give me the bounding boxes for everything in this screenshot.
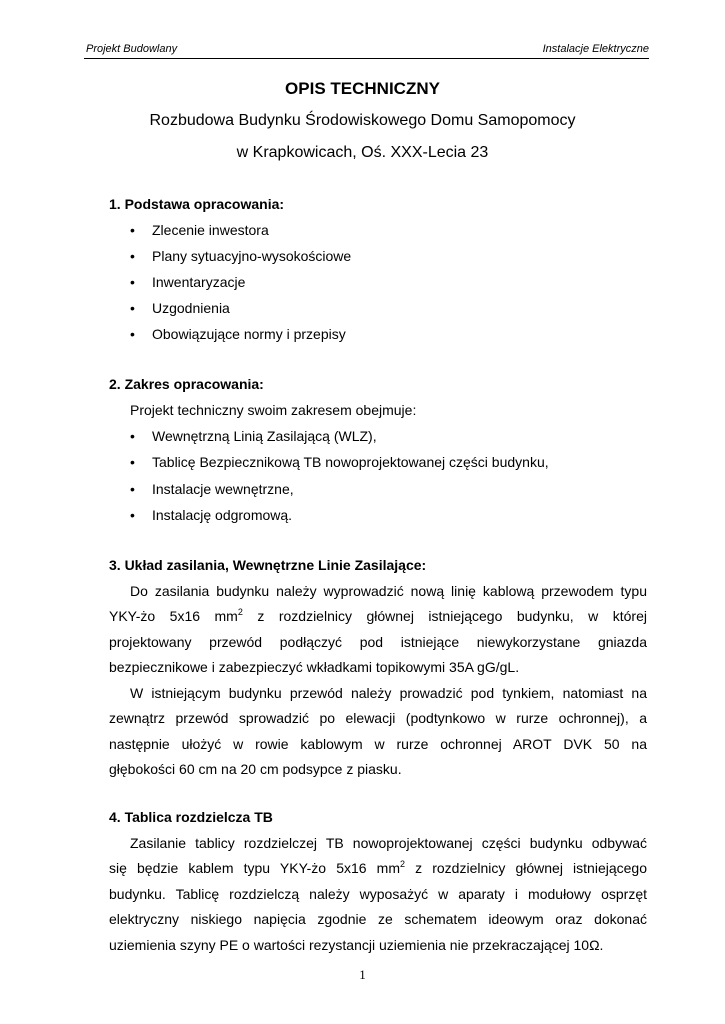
bullet-icon: • xyxy=(130,454,135,470)
bullet-icon: • xyxy=(130,300,135,316)
document-title: OPIS TECHNICZNY xyxy=(285,79,440,98)
section-3-p2-line: W istniejącym budynku przewód należy prowadzić pod tynkiem, natomiast na xyxy=(130,685,647,701)
page-number: 1 xyxy=(359,967,366,982)
bullet-icon: • xyxy=(130,274,135,290)
section-4-heading: 4. Tablica rozdzielcza TB xyxy=(109,809,273,825)
section-2-heading: 2. Zakres opracowania: xyxy=(109,376,264,392)
section-1-heading: 1. Podstawa opracowania: xyxy=(109,196,285,212)
header-left: Projekt Budowlany xyxy=(86,43,178,55)
document-subtitle-2: w Krapkowicach, Oś. XXX-Lecia 23 xyxy=(236,144,489,161)
section-3-p2-line: zewnątrz przewód sprowadzić po elewacji (podtynkowo w rurze ochronnej), a xyxy=(109,710,647,726)
section-3-p2-line: następnie ułożyć w rowie kablowym w rurze ochronnej AROT DVK 50 na xyxy=(109,736,647,752)
header-right: Instalacje Elektryczne xyxy=(542,43,649,55)
bullet-icon: • xyxy=(130,222,135,238)
section-3-p1-line: projektowany przewód podłączyć pod istniejące niewykorzystane gniazda xyxy=(109,634,647,650)
section-3-p1-line: YKY-żo 5x16 $mm^2$ z rozdzielnicy głównej istniejącego budynku, w której xyxy=(109,607,647,624)
bullet-icon: • xyxy=(130,428,135,444)
section-2-intro: Projekt techniczny swoim zakresem obejmuje: xyxy=(130,402,417,418)
header-divider xyxy=(84,58,649,59)
section-4-p1-line: uziemienia szyny PE o wartości rezystancji uziemienia nie przekraczającej 10Ω. xyxy=(109,937,604,953)
bullet-icon: • xyxy=(130,326,135,342)
section-4-p1-line: elektryczny niskiego napięcia zgodnie ze schematem ideowym oraz dokonać xyxy=(109,911,647,927)
section-4-p1-line: się będzie kablem typu YKY-żo 5x16 $mm^2$ z rozdzielnicy głównej istniejącego xyxy=(109,859,647,876)
bullet-icon: • xyxy=(130,481,135,497)
section-4-p1-line: budynku. Tablicę rozdzielczą należy wyposażyć w aparaty i modułowy osprzęt xyxy=(109,886,647,902)
bullet-icon: • xyxy=(130,248,135,264)
bullet-icon: • xyxy=(130,507,135,523)
document-subtitle-1: Rozbudowa Budynku Środowiskowego Domu Samopomocy xyxy=(149,112,576,129)
section-3-p1-line: Do zasilania budynku należy wyprowadzić nową linię kablową przewodem typu xyxy=(130,583,647,599)
section-3-heading: 3. Układ zasilania, Wewnętrzne Linie Zasilające: xyxy=(109,557,427,573)
section-3-p2-line: głębokości 60 cm na 20 cm podsypce z piasku. xyxy=(109,761,402,777)
section-4-p1-line: Zasilanie tablicy rozdzielczej TB nowoprojektowanej części budynku odbywać xyxy=(130,835,647,851)
section-3-p1-line: bezpiecznikowe i zabezpieczyć wkładkami topikowymi 35A gG/gL. xyxy=(109,659,520,675)
